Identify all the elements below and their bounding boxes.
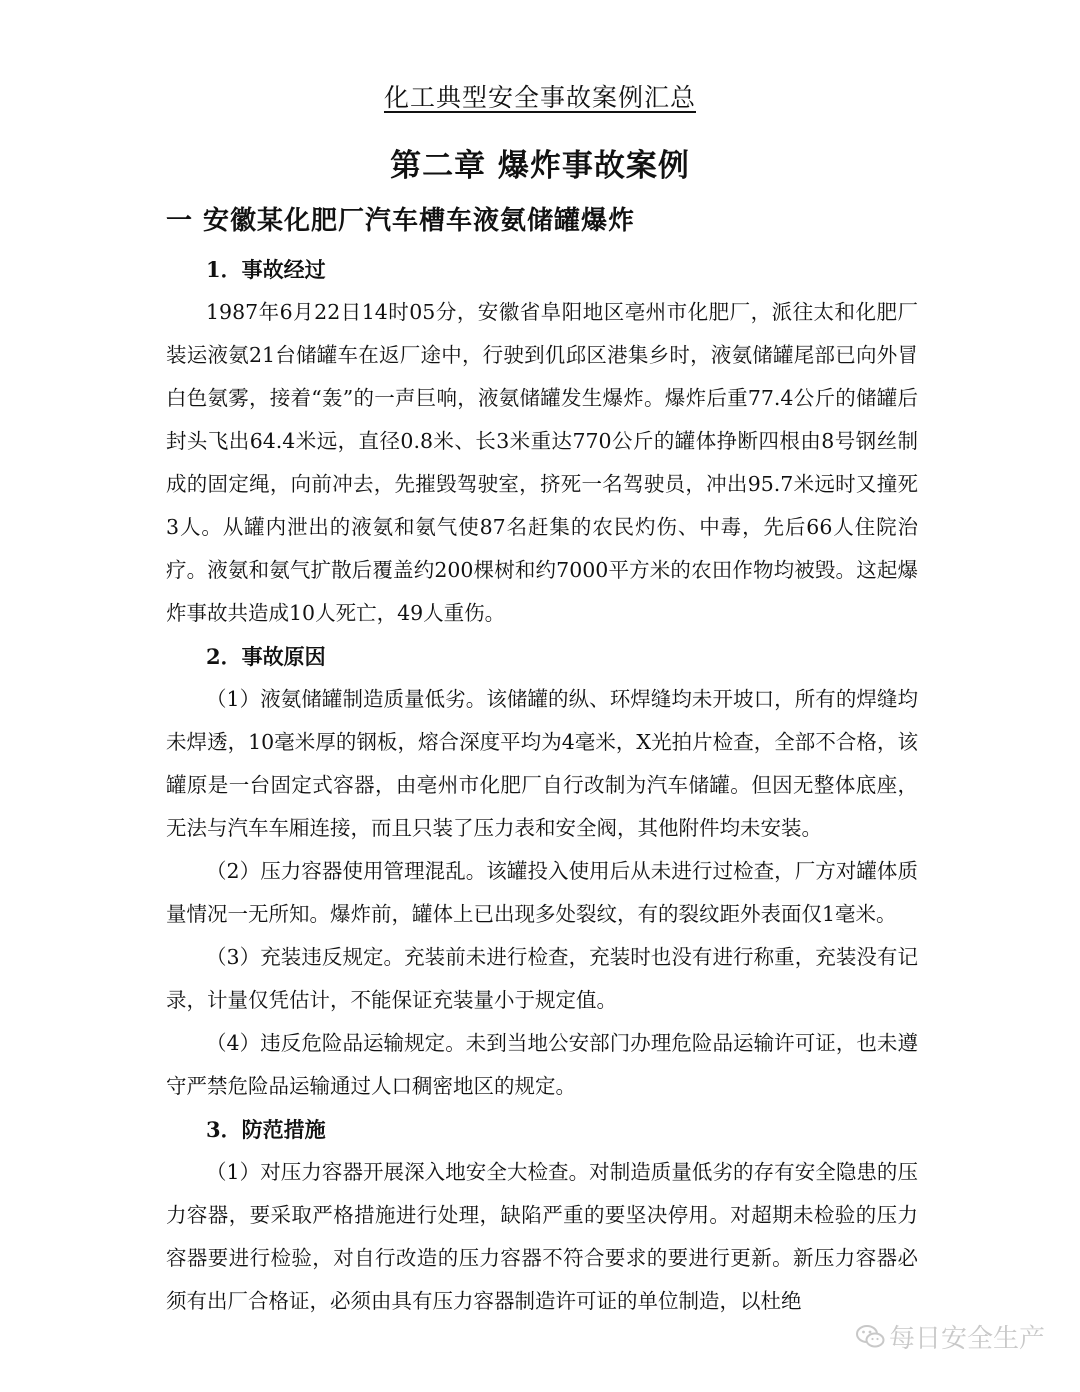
subsection-heading: 3．防范措施 xyxy=(206,1117,326,1142)
chapter-title: 第二章 爆炸事故案例 xyxy=(390,148,690,184)
paragraph: 1987年6月22日14时05分，安徽省阜阳地区亳州市化肥厂，派往太和化肥厂装运液氨21台储罐车在返厂途中，行驶到仉邱区港集乡时，液氨储罐尾部已向外冒白色氨雾，接着“轰”的一声巨响，液氨储罐发生爆炸。爆炸后重77.4公斤的储罐后封头飞出64.4米远，直径0.8米、长3米重达770公斤的罐体挣断四根由8号钢丝制成的固定绳，向前冲去，先摧毁驾驶室，挤死一名驾驶员，冲出95.7米远时又撞死3人。从罐内泄出的液氨和氨气使87名赶集的农民灼伤、中毒，先后66人住院治疗。液氨和氨气扩散后覆盖约200棵树和约7000平方米的农田作物均被毁。这起爆炸事故共造成10人死亡，49人重伤。 xyxy=(166,300,918,625)
subsection-prevention xyxy=(166,1108,918,1323)
wechat-icon xyxy=(855,1324,885,1350)
watermark-text: 每日安全生产 xyxy=(889,1324,1046,1354)
subsection-heading: 1．事故经过 xyxy=(206,257,326,282)
section-title: 一 安徽某化肥厂汽车槽车液氨储罐爆炸 xyxy=(166,206,636,236)
paragraph: （3）充装违反规定。充装前未进行检查，充装时也没有进行称重，充装没有记录，计量仅凭估计，不能保证充装量小于规定值。 xyxy=(166,945,918,1012)
document-header-text: 化工典型安全事故案例汇总 xyxy=(383,83,696,112)
paragraph: （4）违反危险品运输规定。未到当地公安部门办理危险品运输许可证，也未遵守严禁危险品运输通过人口稠密地区的规定。 xyxy=(166,1031,918,1098)
subsection-heading: 2．事故原因 xyxy=(206,644,326,669)
watermark xyxy=(855,1318,1045,1355)
paragraph: （2）压力容器使用管理混乱。该罐投入使用后从未进行过检查，厂方对罐体质量情况一无所知。爆炸前，罐体上已出现多处裂纹，有的裂纹距外表面仅1毫米。 xyxy=(166,859,918,926)
paragraph: （1）对压力容器开展深入地安全大检查。对制造质量低劣的存有安全隐患的压力容器，要采取严格措施进行处理，缺陷严重的要坚决停用。对超期未检验的压力容器要进行检验，对自行改造的压力容器不符合要求的要进行更新。新压力容器必须有出厂合格证，必须由具有压力容器制造许可证的单位制造，以杜绝 xyxy=(166,1160,918,1313)
document-body xyxy=(166,248,918,1323)
subsection-accident-cause xyxy=(166,635,918,1108)
paragraph: （1）液氨储罐制造质量低劣。该储罐的纵、环焊缝均未开坡口，所有的焊缝均未焊透，10毫米厚的钢板，熔合深度平均为4毫米，X光拍片检查，全部不合格，该罐原是一台固定式容器，由亳州市化肥厂自行改制为汽车储罐。但因无整体底座，无法与汽车车厢连接，而且只装了压力表和安全阀，其他附件均未安装。 xyxy=(166,687,918,840)
document-header xyxy=(0,78,1080,114)
subsection-accident-process xyxy=(166,248,918,635)
